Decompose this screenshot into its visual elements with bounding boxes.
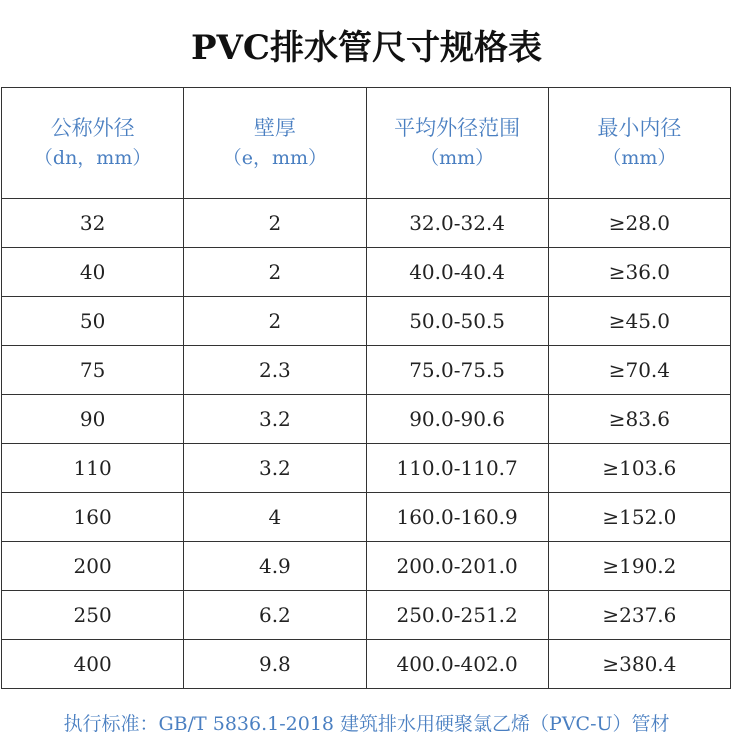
cell-min-id: ≥237.6 — [548, 591, 730, 640]
table-row — [2, 444, 731, 493]
cell-mean-od-range: 110.0-110.7 — [366, 444, 548, 493]
cell-nominal-od: 90 — [2, 395, 184, 444]
table-row — [2, 248, 731, 297]
cell-nominal-od: 160 — [2, 493, 184, 542]
header-label: 平均外径范围 — [394, 116, 521, 140]
table-row — [2, 297, 731, 346]
table-row — [2, 346, 731, 395]
cell-min-id: ≥36.0 — [548, 248, 730, 297]
cell-mean-od-range: 32.0-32.4 — [366, 199, 548, 248]
cell-min-id: ≥83.6 — [548, 395, 730, 444]
cell-mean-od-range: 50.0-50.5 — [366, 297, 548, 346]
cell-min-id: ≥45.0 — [548, 297, 730, 346]
cell-min-id: ≥190.2 — [548, 542, 730, 591]
cell-nominal-od: 110 — [2, 444, 184, 493]
table-row — [2, 640, 731, 689]
cell-min-id: ≥380.4 — [548, 640, 730, 689]
header-label: 最小内径 — [597, 116, 682, 140]
header-label: 壁厚 — [253, 116, 296, 140]
cell-min-id: ≥28.0 — [548, 199, 730, 248]
header-wall-thickness — [184, 88, 366, 199]
cell-nominal-od: 32 — [2, 199, 184, 248]
cell-mean-od-range: 400.0-402.0 — [366, 640, 548, 689]
cell-wall-thickness: 2.3 — [184, 346, 366, 395]
cell-mean-od-range: 160.0-160.9 — [366, 493, 548, 542]
header-row — [2, 88, 731, 199]
header-mean-od-range — [366, 88, 548, 199]
spec-table — [1, 87, 731, 689]
cell-min-id: ≥152.0 — [548, 493, 730, 542]
cell-nominal-od: 400 — [2, 640, 184, 689]
header-unit: （dn，mm） — [33, 147, 152, 169]
cell-min-id: ≥103.6 — [548, 444, 730, 493]
cell-nominal-od: 75 — [2, 346, 184, 395]
cell-mean-od-range: 90.0-90.6 — [366, 395, 548, 444]
cell-mean-od-range: 40.0-40.4 — [366, 248, 548, 297]
standard-note: 执行标准：GB/T 5836.1-2018 建筑排水用硬聚氯乙烯（PVC-U）管材 — [63, 713, 670, 735]
table-row — [2, 493, 731, 542]
cell-mean-od-range: 250.0-251.2 — [366, 591, 548, 640]
table-row — [2, 542, 731, 591]
table-row — [2, 395, 731, 444]
cell-wall-thickness: 3.2 — [184, 444, 366, 493]
cell-wall-thickness: 4.9 — [184, 542, 366, 591]
header-nominal-od — [2, 88, 184, 199]
cell-wall-thickness: 2 — [184, 297, 366, 346]
header-unit: （mm） — [602, 147, 677, 169]
cell-wall-thickness: 2 — [184, 248, 366, 297]
cell-nominal-od: 200 — [2, 542, 184, 591]
header-unit: （mm） — [420, 147, 495, 169]
cell-nominal-od: 250 — [2, 591, 184, 640]
cell-wall-thickness: 3.2 — [184, 395, 366, 444]
header-label: 公称外径 — [50, 116, 135, 140]
cell-wall-thickness: 2 — [184, 199, 366, 248]
header-min-id — [548, 88, 730, 199]
table-row — [2, 199, 731, 248]
cell-wall-thickness: 9.8 — [184, 640, 366, 689]
cell-wall-thickness: 4 — [184, 493, 366, 542]
page-title: PVC排水管尺寸规格表 — [190, 27, 542, 68]
cell-mean-od-range: 200.0-201.0 — [366, 542, 548, 591]
table-row — [2, 591, 731, 640]
cell-nominal-od: 50 — [2, 297, 184, 346]
cell-mean-od-range: 75.0-75.5 — [366, 346, 548, 395]
cell-min-id: ≥70.4 — [548, 346, 730, 395]
header-unit: （e，mm） — [222, 147, 328, 169]
cell-wall-thickness: 6.2 — [184, 591, 366, 640]
cell-nominal-od: 40 — [2, 248, 184, 297]
